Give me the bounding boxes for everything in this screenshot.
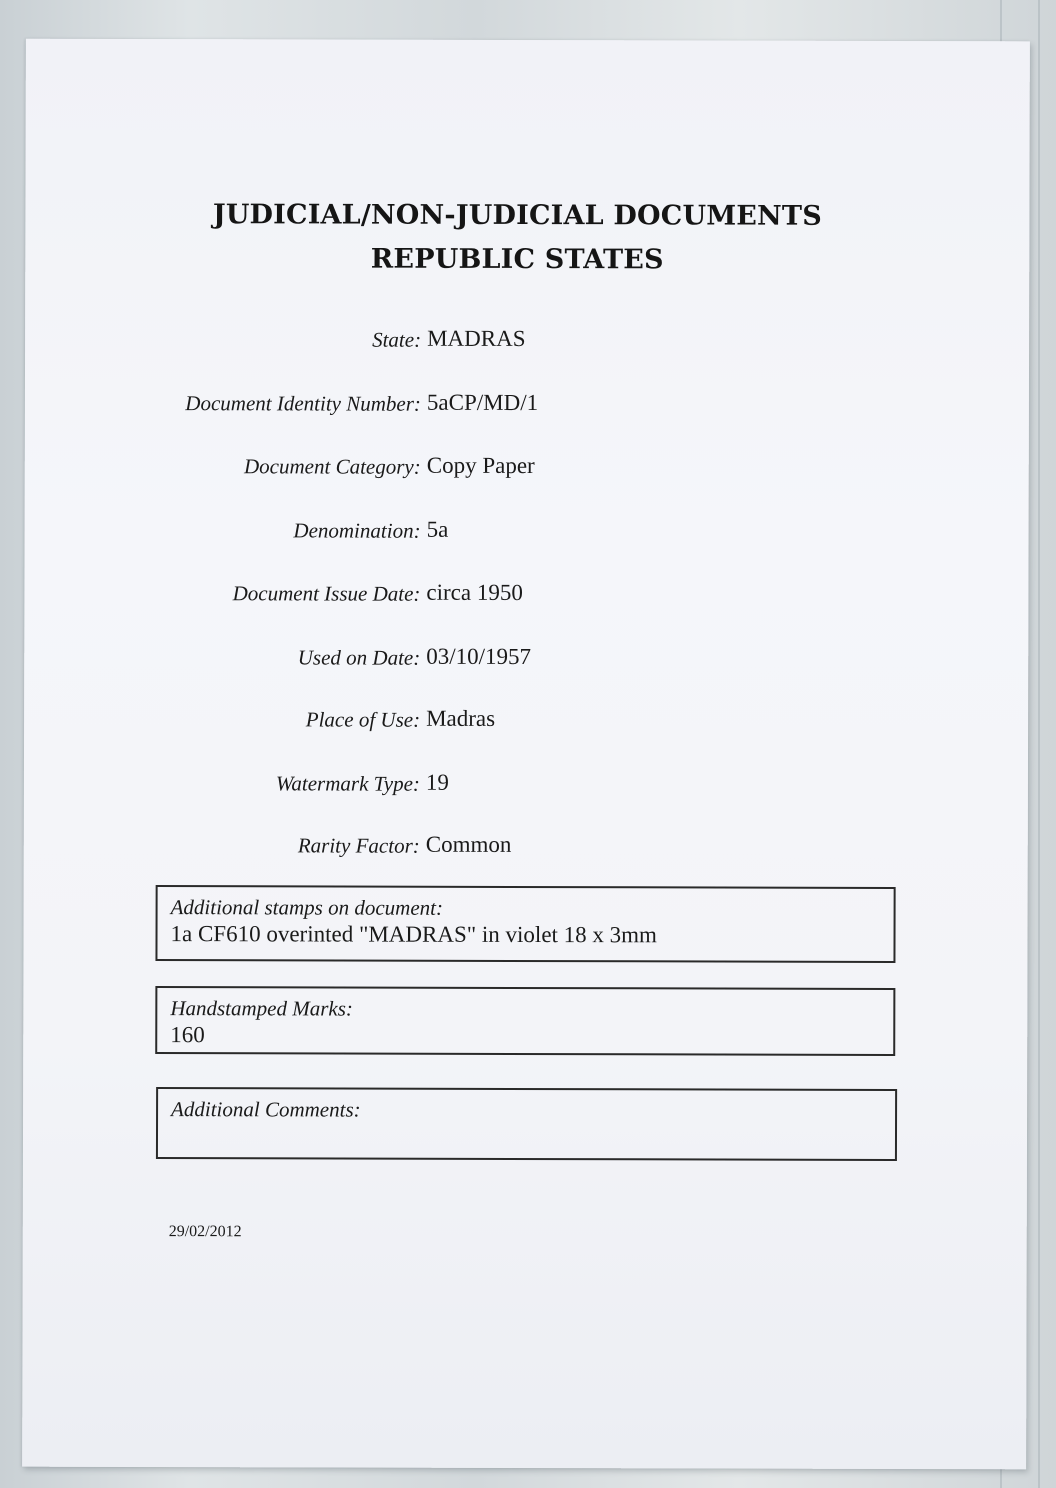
field-watermark-type — [24, 769, 1028, 802]
field-value: circa 1950 — [426, 579, 523, 605]
field-value: MADRAS — [427, 325, 526, 351]
handstamped-marks-value: 160 — [170, 1022, 205, 1048]
handstamped-marks-label: Handstamped Marks: — [170, 996, 353, 1021]
document-title-line-2: REPUBLIC STATES — [370, 243, 664, 276]
field-document-identity-number — [25, 389, 1029, 422]
field-value: 03/10/1957 — [426, 643, 532, 670]
field-value: 19 — [425, 769, 449, 795]
additional-comments-box — [156, 1087, 897, 1161]
field-value: 5aCP/MD/1 — [426, 389, 539, 416]
backdrop-stripe — [1038, 0, 1040, 1488]
field-value: Madras — [426, 705, 496, 731]
field-label: Watermark Type: — [275, 771, 420, 796]
field-state — [25, 325, 1029, 358]
field-used-on-date — [24, 643, 1028, 676]
field-value: Common — [425, 831, 512, 857]
field-label: Document Issue Date: — [232, 581, 421, 606]
additional-stamps-value: 1a CF610 overinted "MADRAS" in violet 18 x 3mm — [170, 921, 657, 948]
additional-stamps-box — [155, 885, 895, 963]
field-label: State: — [372, 327, 422, 352]
field-document-category — [25, 452, 1029, 485]
document-sheet — [22, 39, 1030, 1470]
footer-date: 29/02/2012 — [168, 1223, 242, 1241]
field-value: 5a — [426, 516, 449, 542]
field-rarity-factor — [24, 831, 1028, 864]
field-label: Document Identity Number: — [185, 391, 421, 416]
field-place-of-use — [24, 705, 1028, 738]
field-label: Rarity Factor: — [297, 833, 420, 858]
field-label: Place of Use: — [305, 707, 421, 732]
handstamped-marks-box — [155, 986, 895, 1056]
additional-comments-label: Additional Comments: — [171, 1097, 361, 1122]
field-value: Copy Paper — [426, 452, 535, 479]
field-label: Denomination: — [293, 518, 421, 543]
field-label: Used on Date: — [297, 645, 421, 670]
document-title-line-1: JUDICIAL/NON-JUDICIAL DOCUMENTS — [212, 199, 822, 232]
field-label: Document Category: — [244, 454, 421, 479]
field-document-issue-date — [24, 579, 1028, 612]
additional-stamps-label: Additional stamps on document: — [170, 895, 444, 920]
field-denomination — [25, 516, 1029, 549]
